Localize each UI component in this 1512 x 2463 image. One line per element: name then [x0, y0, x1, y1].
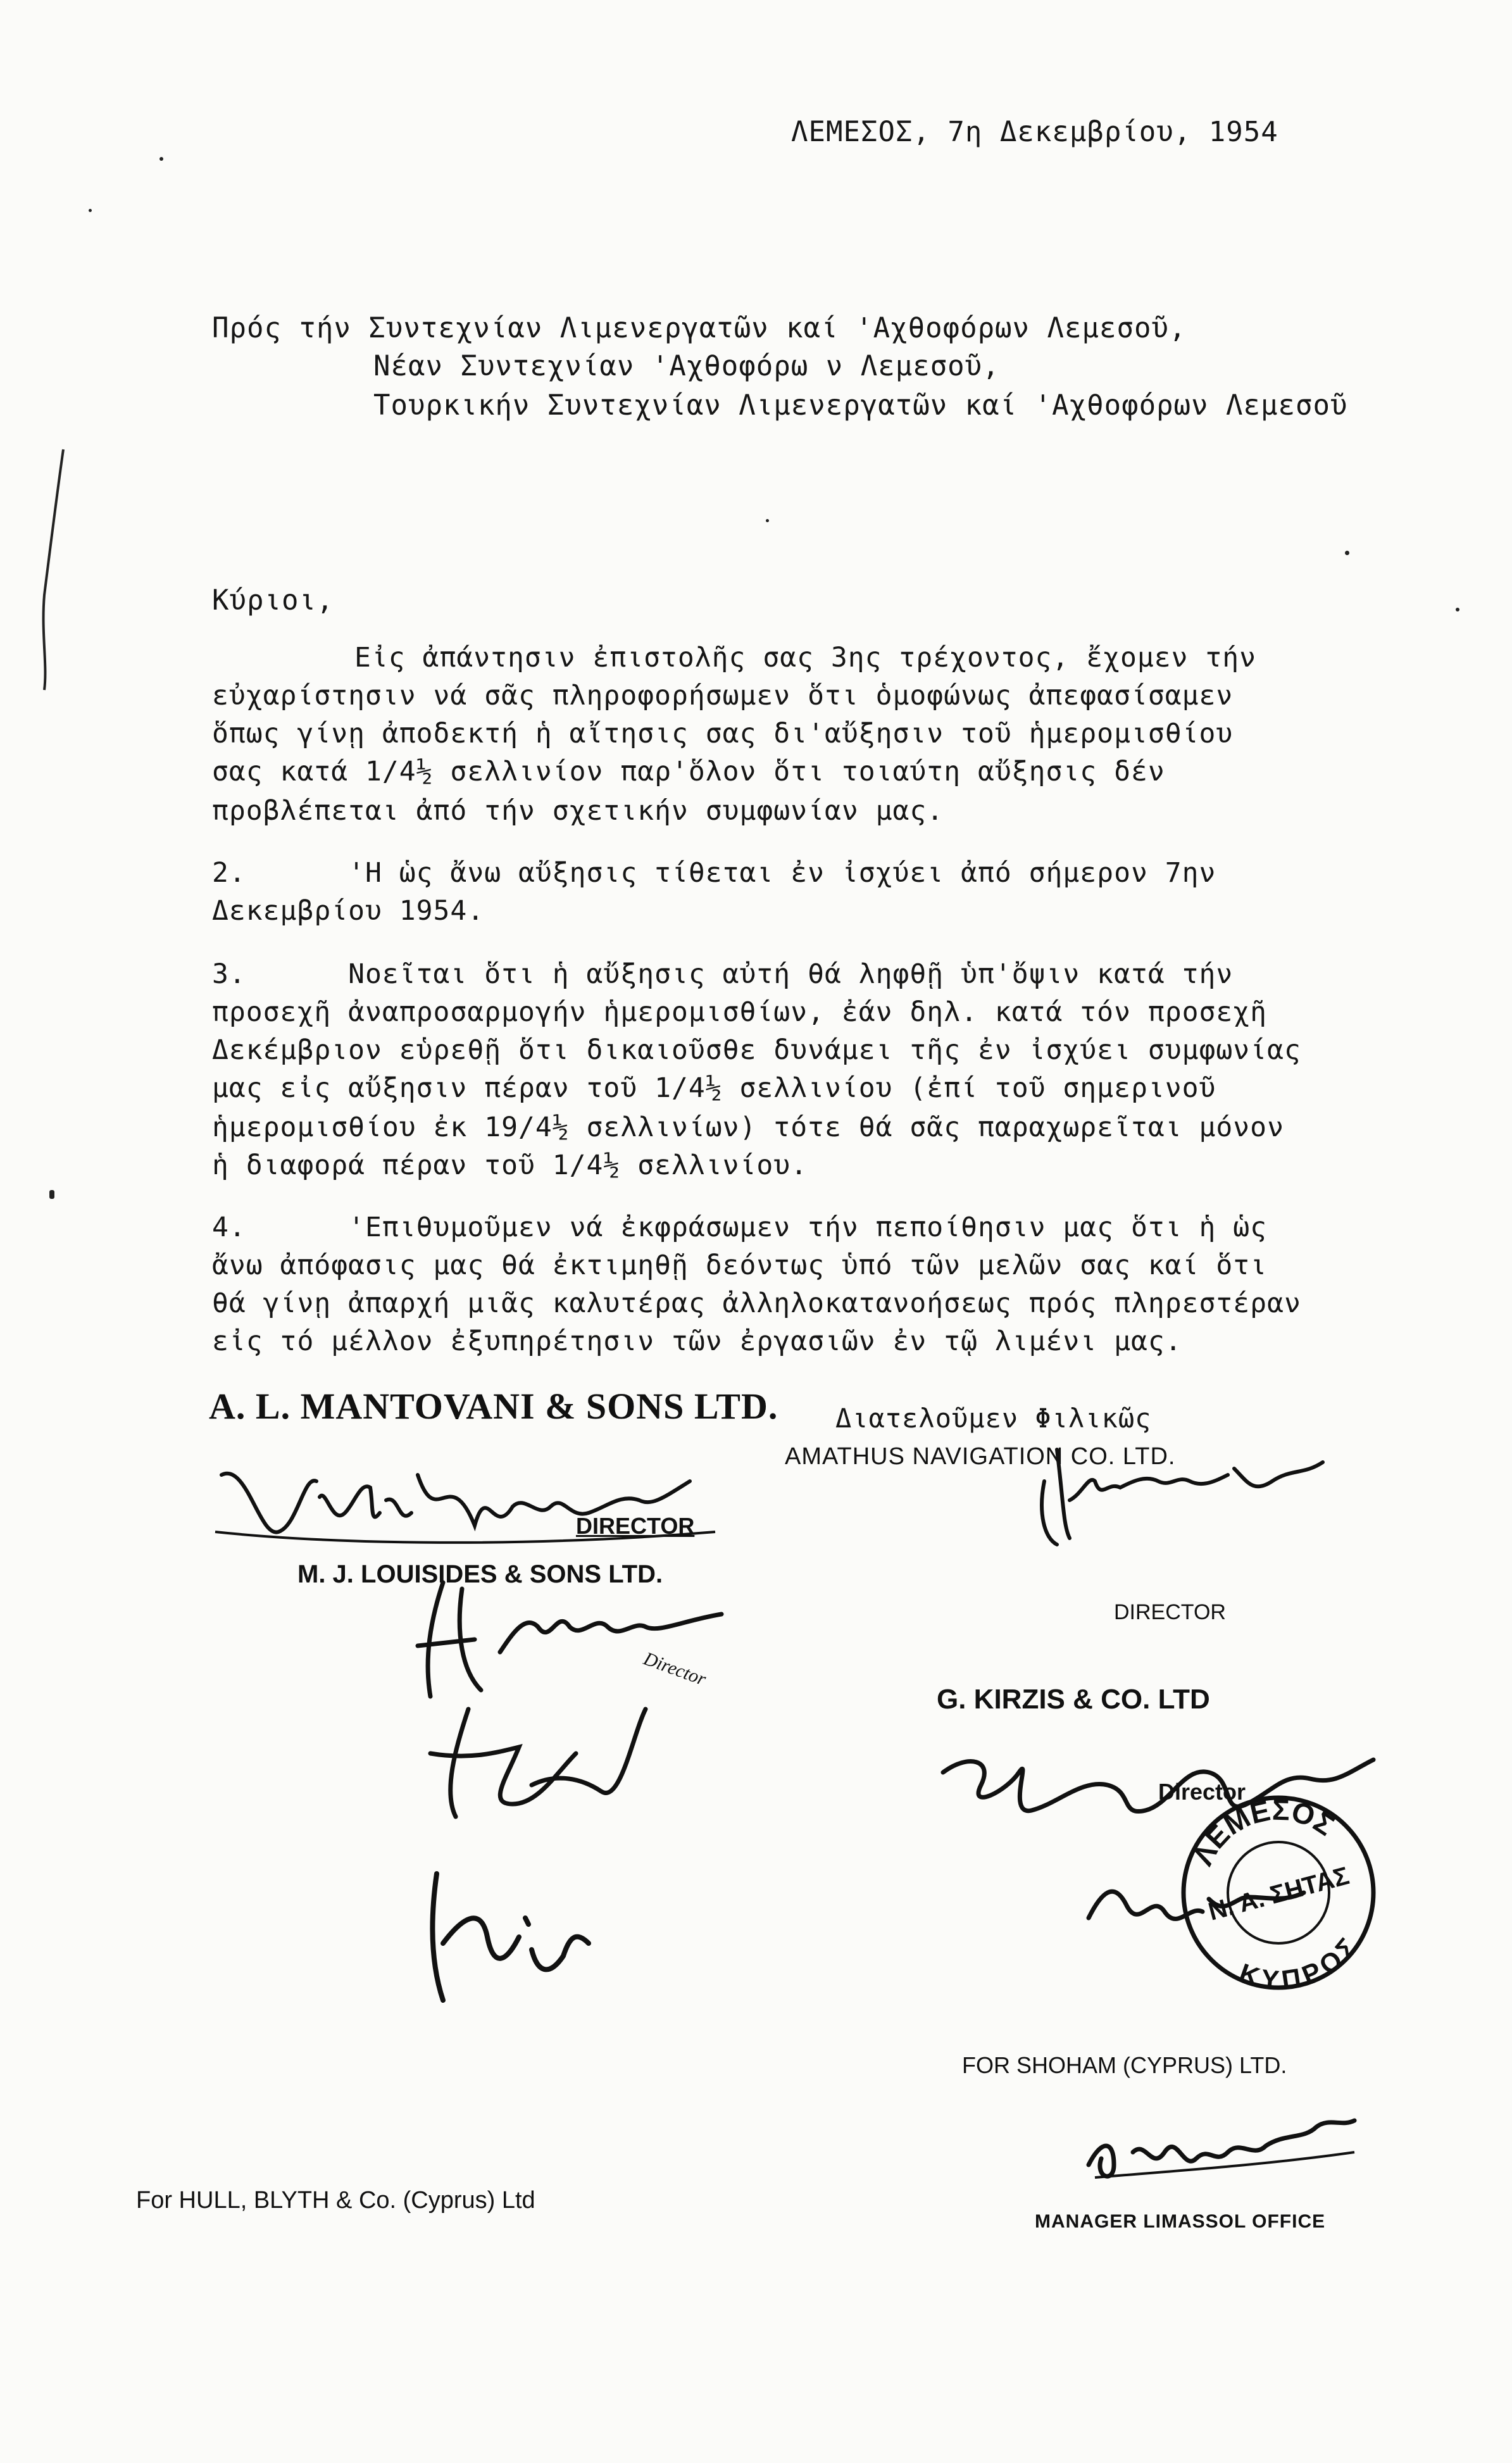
- paragraph-line: θά γίνῃ ἀπαρχή μιᾶς καλυτέρας ἀλληλοκατανοήσεως πρός πληρεστέραν: [212, 1288, 1301, 1319]
- stamp-top-text: ΛΕΜΕΣΟΣ: [1185, 1793, 1340, 1871]
- shoham-company: FOR SHOHAM (CYPRUS) LTD.: [962, 2052, 1287, 2078]
- amathus-title: DIRECTOR: [1114, 1600, 1226, 1624]
- louisides-company-stamp: M. J. LOUISIDES & SONS LTD.: [297, 1560, 663, 1588]
- paragraph-line: εὐχαρίστησιν νά σᾶς πληροφορήσωμεν ὅτι ὁμοφώνως ἀπεφασίσαμεν: [212, 680, 1234, 711]
- paragraph-line: 2. 'Η ὡς ἄνω αὔξησις τίθεται ἐν ἰσχύει ἀπό σήμερον 7ην: [212, 857, 1216, 889]
- paragraph-line: προσεχῆ ἀναπροσαρμογήν ἡμερομισθίων, ἐάν δηλ. κατά τόν προσεχῆ: [212, 996, 1268, 1028]
- mantovani-signature: [209, 1437, 728, 1564]
- addressee-line-3: Τουρκικήν Συντεχνίαν Λιμενεργατῶν καί 'Αχθοφόρων Λεμεσοῦ: [373, 389, 1348, 422]
- salutation: Κύριοι,: [212, 584, 334, 617]
- svg-text:ΛΕΜΕΣΟΣ: [1175, 1776, 1346, 1877]
- scan-speck: [1456, 608, 1459, 611]
- shoham-signature: [1076, 2102, 1367, 2190]
- paragraph-line: εἰς τό μέλλον ἐξυπηρέτησιν τῶν ἐργασιῶν ἐν τῷ λιμένι μας.: [212, 1326, 1182, 1357]
- louisides-second-signature: [418, 1696, 709, 1823]
- stamp-bottom-text: ΚΥΠΡΟΣ: [1235, 1932, 1363, 1995]
- addressee-line-2: Νέαν Συντεχνίαν 'Αχθοφόρω ν Λεμεσοῦ,: [373, 350, 1000, 382]
- closing: Διατελοῦμεν Φιλικῶς: [835, 1403, 1152, 1434]
- paragraph-line: προβλέπεται ἀπό τήν σχετικήν συμφωνίαν μας.: [212, 795, 944, 827]
- scan-speck: [766, 519, 769, 522]
- scan-speck: [159, 157, 163, 161]
- scan-speck: [49, 1190, 54, 1199]
- date-line: ΛΕΜΕΣΟΣ, 7η Δεκεμβρίου, 1954: [791, 116, 1278, 148]
- louisides-title: Director: [640, 1648, 709, 1690]
- scan-speck: [1345, 551, 1349, 555]
- paragraph-line: ὅπως γίνῃ ἀποδεκτή ἡ αἴτησις σας δι'αὔξησιν τοῦ ἡμερομισθίου: [212, 718, 1234, 749]
- addressee-line-1: Πρός τήν Συντεχνίαν Λιμενεργατῶν καί 'Αχθοφόρων Λεμεσοῦ,: [212, 312, 1187, 344]
- paragraph-line: 3. Νοεῖται ὅτι ἡ αὔξησις αὐτή θά ληφθῇ ὑπ'ὄψιν κατά τήν: [212, 958, 1234, 990]
- kirzis-company-stamp: G. KIRZIS & CO. LTD: [937, 1684, 1210, 1715]
- paragraph-line: Εἰς ἀπάντησιν ἐπιστολῆς σας 3ης τρέχοντος, ἔχομεν τήν: [354, 642, 1257, 674]
- kirzis-title: Director: [1158, 1779, 1246, 1805]
- mantovani-title: DIRECTOR: [576, 1513, 695, 1539]
- scan-speck: [89, 209, 92, 212]
- hull-blyth-company: For HULL, BLYTH & Co. (Cyprus) Ltd: [136, 2187, 535, 2214]
- paragraph-line: σας κατά 1/4½ σελλινίον παρ'ὅλον ὅτι τοιαύτη αὔξησις δέν: [212, 756, 1165, 787]
- louisides-signature: [405, 1570, 734, 1709]
- paragraph-line: μας εἰς αὔξησιν πέραν τοῦ 1/4½ σελλινίου (ἐπί τοῦ σημερινοῦ: [212, 1072, 1216, 1104]
- additional-signature: [411, 1867, 601, 2007]
- amathus-signature: [1019, 1424, 1373, 1551]
- paragraph-line: 4. 'Επιθυμοῦμεν νά ἐκφράσωμεν τήν πεποίθησιν μας ὅτι ἡ ὡς: [212, 1212, 1268, 1243]
- amathus-company-stamp: AMATHUS NAVIGATION CO. LTD.: [785, 1443, 1176, 1470]
- stamp-center-text: Ν. Α. ΣΗΤΑΣ: [1205, 1862, 1353, 1926]
- shoham-title: MANAGER LIMASSOL OFFICE: [1035, 2211, 1326, 2232]
- paragraph-line: ἡμερομισθίου ἐκ 19/4½ σελλινίων) τότε θά σᾶς παραχωρεῖται μόνον: [212, 1112, 1284, 1143]
- mantovani-company-stamp: A. L. MANTOVANI & SONS LTD.: [209, 1386, 778, 1427]
- paragraph-line: Δεκέμβριον εὑρεθῇ ὅτι δικαιοῦσθε δυνάμει τῆς ἐν ἰσχύει συμφωνίας: [212, 1034, 1301, 1066]
- round-stamp: [1177, 1791, 1380, 1994]
- paragraph-line: ἄνω ἀπόφασις μας θά ἐκτιμηθῇ δεόντως ὑπό τῶν μελῶν σας καί ὅτι: [212, 1250, 1268, 1281]
- paragraph-line: Δεκεμβρίου 1954.: [212, 895, 485, 927]
- paragraph-line: ἡ διαφορά πέραν τοῦ 1/4½ σελλινίου.: [212, 1150, 808, 1181]
- margin-mark: [25, 443, 76, 696]
